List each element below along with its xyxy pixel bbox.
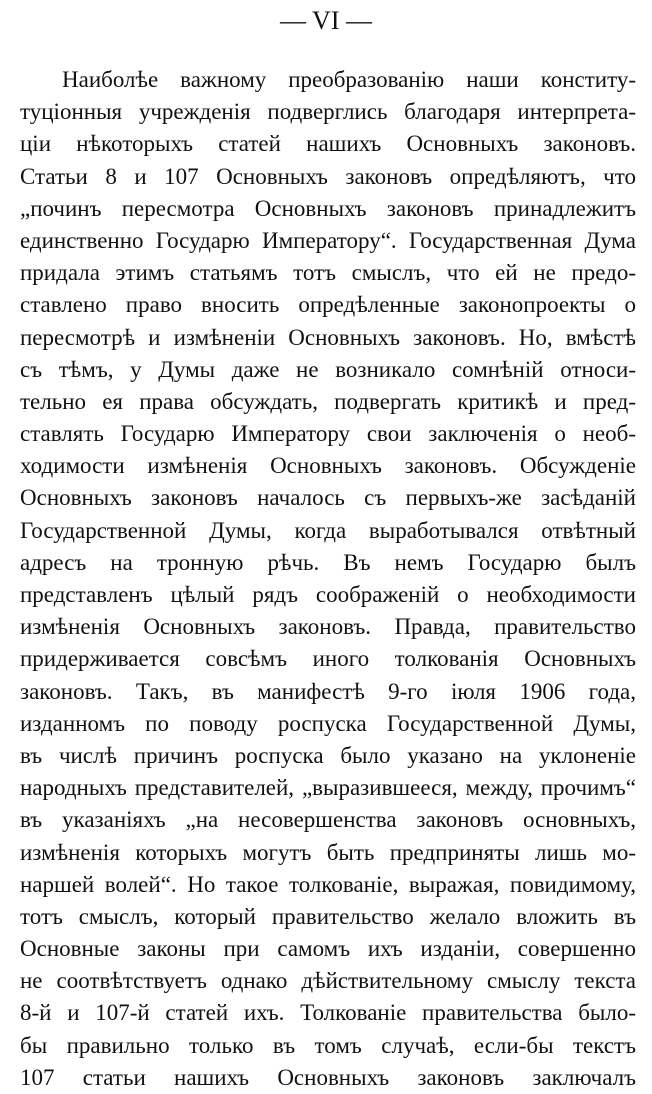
- text-line: бы правильно только въ томъ случаѣ, если-бы текстъ: [20, 1032, 636, 1058]
- text-line: Основные законы при самомъ ихъ изданіи, совершенно: [20, 936, 636, 962]
- text-line: адресъ на тронную рѣчь. Въ немъ Государю былъ: [20, 549, 636, 575]
- text-line: ставлять Государю Императору свои заключенія о необ-: [20, 421, 636, 447]
- text-line: Основныхъ законовъ началось съ первыхъ-же засѣданій: [20, 485, 636, 511]
- text-line: пересмотрѣ и измѣненіи Основныхъ законовъ. Но, вмѣстѣ: [20, 324, 636, 350]
- text-line: придала этимъ статьямъ тотъ смыслъ, что ей не предо-: [20, 260, 636, 286]
- text-line: народныхъ представителей, „выразившееся, между, прочимъ“: [20, 775, 636, 801]
- text-line: тотъ смыслъ, который правительство желало вложить въ: [20, 903, 636, 929]
- text-line: Государственной Думы, когда выработывался отвѣтный: [20, 517, 636, 543]
- text-line: единственно Государю Императору“. Государственная Дума: [20, 227, 636, 253]
- text-line: законовъ. Такъ, въ манифестѣ 9-го іюля 1906 года,: [20, 678, 636, 704]
- text-line: не соотвѣтствуетъ однако дѣйствительному смыслу текста: [20, 968, 636, 994]
- text-line: „починъ пересмотра Основныхъ законовъ принадлежитъ: [20, 195, 636, 221]
- text-line: Наиболѣе важному преобразованію наши конститу-: [62, 67, 636, 92]
- text-line: 107 статьи нашихъ Основныхъ законовъ заключалъ: [20, 1064, 636, 1090]
- text-line: придерживается совсѣмъ иного толкованія Основныхъ: [20, 646, 636, 672]
- text-line: ціи нѣкоторыхъ статей нашихъ Основныхъ законовъ.: [20, 131, 636, 157]
- text-line: изданномъ по поводу роспуска Государственной Думы,: [20, 710, 636, 736]
- text-line: туціонныя учрежденія подверглись благодаря интерпрета-: [20, 99, 636, 125]
- page-number: — VI —: [280, 6, 372, 35]
- text-line: 8-й и 107-й статей ихъ. Толкованіе правительства было-: [20, 1000, 636, 1026]
- text-line: измѣненія которыхъ могутъ быть предприняты лишь мо-: [20, 839, 636, 865]
- text-line: въ числѣ причинъ роспуска было указано на уклоненіе: [20, 742, 636, 768]
- text-line: въ указаніяхъ „на несовершенства законовъ основныхъ,: [20, 807, 636, 833]
- text-line: съ тѣмъ, у Думы даже не возникало сомнѣній относи-: [20, 356, 636, 382]
- text-line: измѣненія Основныхъ законовъ. Правда, правительство: [20, 614, 636, 640]
- text-line: Статьи 8 и 107 Основныхъ законовъ опредѣляютъ, что: [20, 163, 636, 189]
- text-line: представленъ цѣлый рядъ соображеній о необходимости: [20, 582, 636, 607]
- text-line: ставлено право вносить опредѣленные законопроекты о: [20, 292, 636, 318]
- text-body: [20, 64, 636, 1094]
- text-line: наршей волей“. Но такое толкованіе, выражая, повидимому,: [20, 871, 636, 897]
- text-line: ходимости измѣненія Основныхъ законовъ. Обсужденіе: [20, 453, 636, 479]
- text-line: тельно ея права обсуждать, подвергать критикѣ и пред-: [20, 388, 636, 414]
